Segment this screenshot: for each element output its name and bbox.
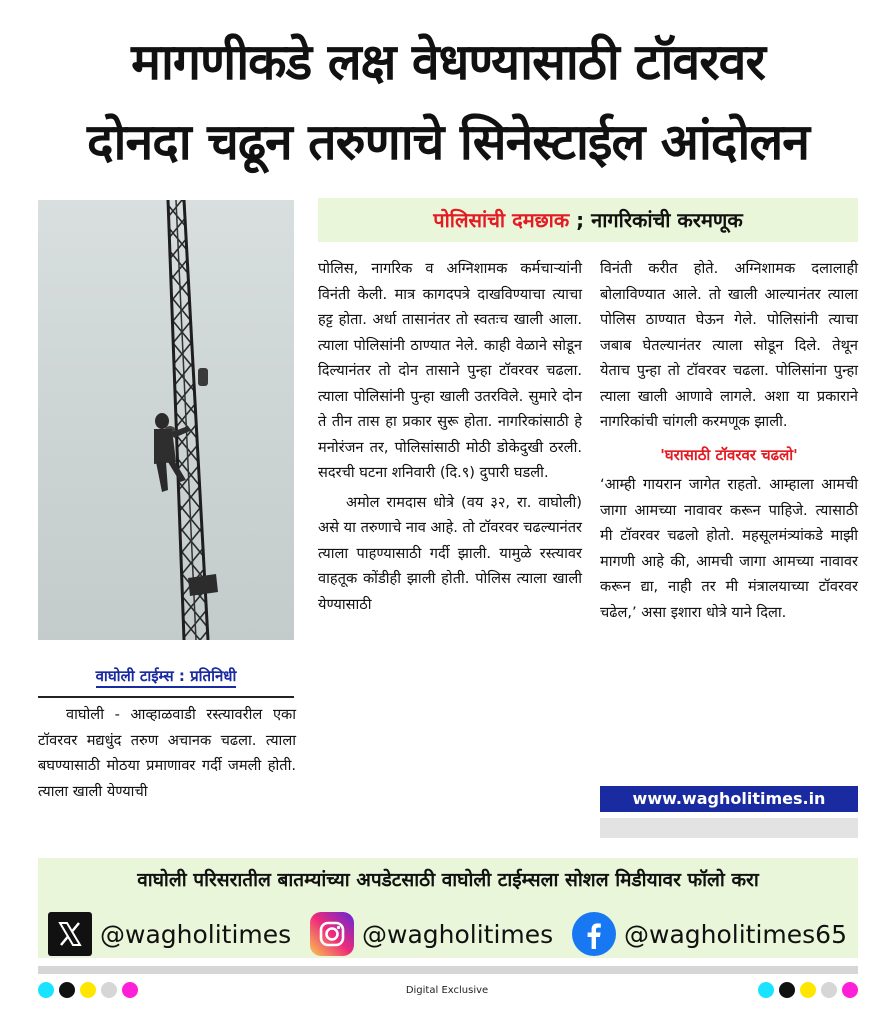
byline-divider (38, 696, 294, 698)
article-paragraph: वाघोली - आव्हाळवाडी रस्त्यावरील एका टॉवरवर मद्यधुंद तरुण अचानक चढला. त्याला बघण्यासाठी मोठया प्रमाणावर गर्दी जमली होती. त्याला खाली येण्याची (38, 706, 296, 800)
article-column-3 (600, 256, 858, 625)
article-column-2 (318, 256, 582, 617)
yellow-dot (800, 982, 816, 998)
byline (38, 666, 294, 686)
x-logo-icon (48, 912, 92, 956)
subheadline-red-part: पोलिसांची दमछाक (433, 208, 570, 232)
headline-line-2: दोनदा चढून तरुणाचे सिनेस्टाईल आंदोलन (86, 113, 810, 171)
bottom-divider (38, 966, 858, 974)
article-quote: ‘आम्ही गायरान जागेत राहतो. आम्हाला आमची जागा आमच्या नावावर करून पाहिजे. त्यासाठी मी टॉवरवर चढलो होतो. महसूलमंत्र्यांकडे माझी मागणी आहे की, आमची जागा आमच्या नावावर करून द्या, नाही तर मी मंत्रालयाच्या टॉवरवर चढेल,’ असा इशारा धोत्रे याने दिला. (600, 476, 858, 621)
cyan-dot (758, 982, 774, 998)
article-paragraph: पोलिस, नागरिक व अग्निशामक कर्मचाऱ्यांनी विनंती केली. मात्र कागदपत्रे दाखविण्याचा त्याचा हट्ट होता. अर्धा तासानंतर तो स्वतःच खाली आला. त्याला पोलिसांनी ठाण्यात नेले. काही वेळाने सोडून दिल्यानंतर तो दोन तासाने पुन्हा टॉवरवर चढला. त्याला पोलिसांनी पुन्हा खाली उतरविले. सुमारे दोन ते तीन तास हा प्रकार सुरू होता. नागरिकांसाठी हे मनोरंजन तर, पोलिसांसाठी मोठी डोकेदुखी ठरली. सदरची घटना शनिवारी (दि.९) दुपारी घडली. (318, 260, 582, 481)
facebook-icon (572, 912, 616, 956)
article-paragraph: अमोल रामदास धोत्रे (वय ३२, रा. वाघोली) असे या तरुणाचे नाव आहे. तो टॉवरवर चढल्यानंतर त्याला पाहण्यासाठी गर्दी झाली. यामुळे रस्त्यावर वाहतूक कोंडीही झाली होती. पोलिस त्याला खाली येण्यासाठी (318, 493, 582, 613)
subheadline (318, 198, 858, 242)
tower-photo (38, 200, 294, 640)
x-social-link[interactable] (48, 912, 291, 956)
follow-cta-text: वाघोली परिसरातील बातम्यांच्या अपडेटसाठी वाघोली टाईम्सला सोशल मिडीयावर फॉलो करा (137, 869, 759, 891)
registration-dots-right (758, 982, 858, 998)
article-column-1 (38, 702, 296, 804)
byline-text: वाघोली टाईम्स : प्रतिनिधी (96, 667, 237, 688)
website-link[interactable]: www.wagholitimes.in (600, 786, 858, 812)
instagram-social-link[interactable] (310, 912, 553, 956)
footer-label: Digital Exclusive (405, 985, 489, 996)
facebook-handle: @wagholitimes65 (624, 919, 847, 949)
x-handle: @wagholitimes (100, 919, 292, 949)
black-dot (779, 982, 795, 998)
article-paragraph: विनंती करीत होते. अग्निशामक दलालाही बोलाविण्यात आले. तो खाली आल्यानंतर त्याला पोलिस ठाण्यात घेऊन गेले. पोलिसांनी त्याचा जबाब घेतल्यानंतर त्याला सोडून दिले. तेथून येताच पुन्हा तो टॉवरवर चढला. पोलिसांना पुन्हा त्याला खाली आणावे लागले. अशा या प्रकाराने नागरिकांची चांगली करमणूक झाली. (600, 260, 858, 430)
tower-climber-illustration (38, 200, 294, 640)
instagram-handle: @wagholitimes (362, 919, 554, 949)
grey-dot (821, 982, 837, 998)
headline-line-1: मागणीकडे लक्ष वेधण्यासाठी टॉवरवर (131, 33, 765, 91)
website-bar-decoration (600, 818, 858, 838)
subheadline-black-part: ; नागरिकांची करमणूक (569, 208, 743, 232)
facebook-social-link[interactable] (572, 912, 847, 956)
instagram-icon (310, 912, 354, 956)
magenta-dot (842, 982, 858, 998)
quote-subheading: 'घरासाठी टॉवरवर चढलो' (660, 445, 798, 464)
headline (18, 22, 878, 182)
